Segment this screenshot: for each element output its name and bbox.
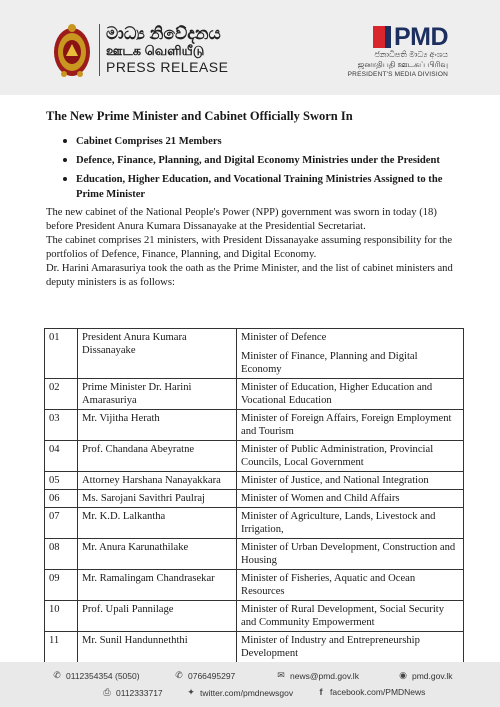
portfolio: Minister of Urban Development, Construction and Housing [237,539,464,570]
highlight-item: Education, Higher Education, and Vocational Training Ministries Assigned to the Prime Minister [76,172,462,202]
row-number: 06 [45,490,78,508]
portfolio: Minister of Foreign Affairs, Foreign Employment and Tourism [237,410,464,441]
portfolio: Minister of Rural Development, Social Security and Community Empowerment [237,601,464,632]
pmd-logo-block [348,24,448,80]
fax-number: 0112333717 [116,687,163,698]
portfolio: Minister of Defence [241,332,327,343]
fax-contact [102,687,163,698]
minister-name: Prof. Chandana Abeyratne [78,441,237,472]
minister-name: Attorney Harshana Nanayakkara [78,472,237,490]
portfolio: Minister of Women and Child Affairs [237,490,464,508]
row-number: 01 [45,329,78,379]
email-icon: ✉ [277,670,285,680]
table-row [45,601,464,632]
highlight-item: Defence, Finance, Planning, and Digital Economy Ministries under the President [76,153,462,168]
minister-name: Mr. Vijitha Herath [78,410,237,441]
tamil-title: ஊடக வெளியீடு [106,43,205,58]
mobile-contact [174,670,235,681]
minister-name: Mr. Anura Karunathilake [78,539,237,570]
headline: The New Prime Minister and Cabinet Officially Sworn In [46,109,353,123]
division-english: PRESIDENT'S MEDIA DIVISION [347,71,448,78]
row-number: 10 [45,601,78,632]
portfolio: Minister of Public Administration, Provincial Councils, Local Government [237,441,464,472]
facebook-icon: f [319,687,323,697]
pmd-logo-text: PMD [393,23,448,51]
article-body [46,108,462,290]
row-number: 05 [45,472,78,490]
portfolio: Minister of Education, Higher Education and Vocational Education [237,379,464,410]
row-number: 04 [45,441,78,472]
sinhala-title: මාධ්‍ය නිවේදනය [106,24,221,43]
phone-number: 0112354354 (5050) [66,670,140,681]
table-row [45,539,464,570]
website-contact[interactable] [398,670,452,681]
table-row [45,379,464,410]
highlight-item: Cabinet Comprises 21 Members [76,134,462,149]
paragraph: Dr. Harini Amarasuriya took the oath as the Prime Minister, and the list of cabinet ministers and deputy ministers is as follows: [46,263,453,288]
globe-icon: ◉ [399,670,407,680]
minister-name: Ms. Sarojani Savithri Paulraj [78,490,237,508]
pmd-logo [348,24,448,50]
division-tamil: ஜனாதிபதி ஊடகப் பிரிவு [357,60,448,69]
portfolio: Minister of Justice, and National Integration [237,472,464,490]
release-title-block [106,24,228,75]
email-contact[interactable] [276,670,359,681]
minister-name: Mr. Ramalingam Chandrasekar [78,570,237,601]
contact-footer [0,662,500,707]
facebook-contact[interactable] [316,687,425,697]
minister-name: Prof. Upali Pannilage [78,601,237,632]
table-row [45,632,464,663]
twitter-link[interactable]: twitter.com/pmdnewsgov [200,687,294,698]
table-row [45,472,464,490]
pmd-logo-mark-icon [373,26,391,48]
minister-name: Prime Minister Dr. Harini Amarasuriya [78,379,237,410]
table-row [45,570,464,601]
fax-icon: ⎙ [103,687,111,697]
row-number: 07 [45,508,78,539]
press-release-title: PRESS RELEASE [106,59,229,75]
table-row [45,508,464,539]
division-sinhala: ජනාධිපති මාධ්‍ය අංශය [374,50,448,59]
portfolio: Minister of Finance, Planning and Digital Economy [241,351,418,375]
table-row [45,490,464,508]
table-row [45,410,464,441]
cabinet-table [44,328,464,663]
table-row [45,329,464,379]
row-number: 02 [45,379,78,410]
row-number: 11 [45,632,78,663]
highlights-list [46,134,462,202]
twitter-icon: ✦ [187,687,195,697]
phone-contact [52,670,140,681]
portfolio: Minister of Industry and Entrepreneurship Development [237,632,464,663]
mobile-icon: ✆ [175,670,183,680]
facebook-link[interactable]: facebook.com/PMDNews [330,687,426,697]
portfolio: Minister of Agriculture, Lands, Livestock and Irrigation, [237,508,464,539]
header-divider [99,24,100,76]
minister-name: Mr. Sunil Handunneththi [78,632,237,663]
table-row [45,441,464,472]
minister-name: President Anura Kumara Dissanayake [78,329,237,379]
email-link[interactable]: news@pmd.gov.lk [290,670,359,681]
paragraph: The new cabinet of the National People's Power (NPP) government was sworn in today (18) before President Anura Kumara Dissanayake at the Presidential Secretariat. [46,207,437,232]
twitter-contact[interactable] [186,687,293,698]
row-number: 03 [45,410,78,441]
sri-lanka-emblem-icon [52,22,92,80]
portfolio: Minister of Fisheries, Aquatic and Ocean Resources [237,570,464,601]
minister-name: Mr. K.D. Lalkantha [78,508,237,539]
row-number: 09 [45,570,78,601]
website-link[interactable]: pmd.gov.lk [412,670,453,681]
row-number: 08 [45,539,78,570]
header-banner [0,0,500,95]
phone-icon: ✆ [53,670,61,680]
mobile-number: 0766495297 [188,670,236,681]
paragraph: The cabinet comprises 21 ministers, with President Dissanayake assuming responsibility for the portfolios of Defence, Finance, Planning, and Digital Economy. [46,235,453,260]
portfolio-cell [237,329,464,379]
